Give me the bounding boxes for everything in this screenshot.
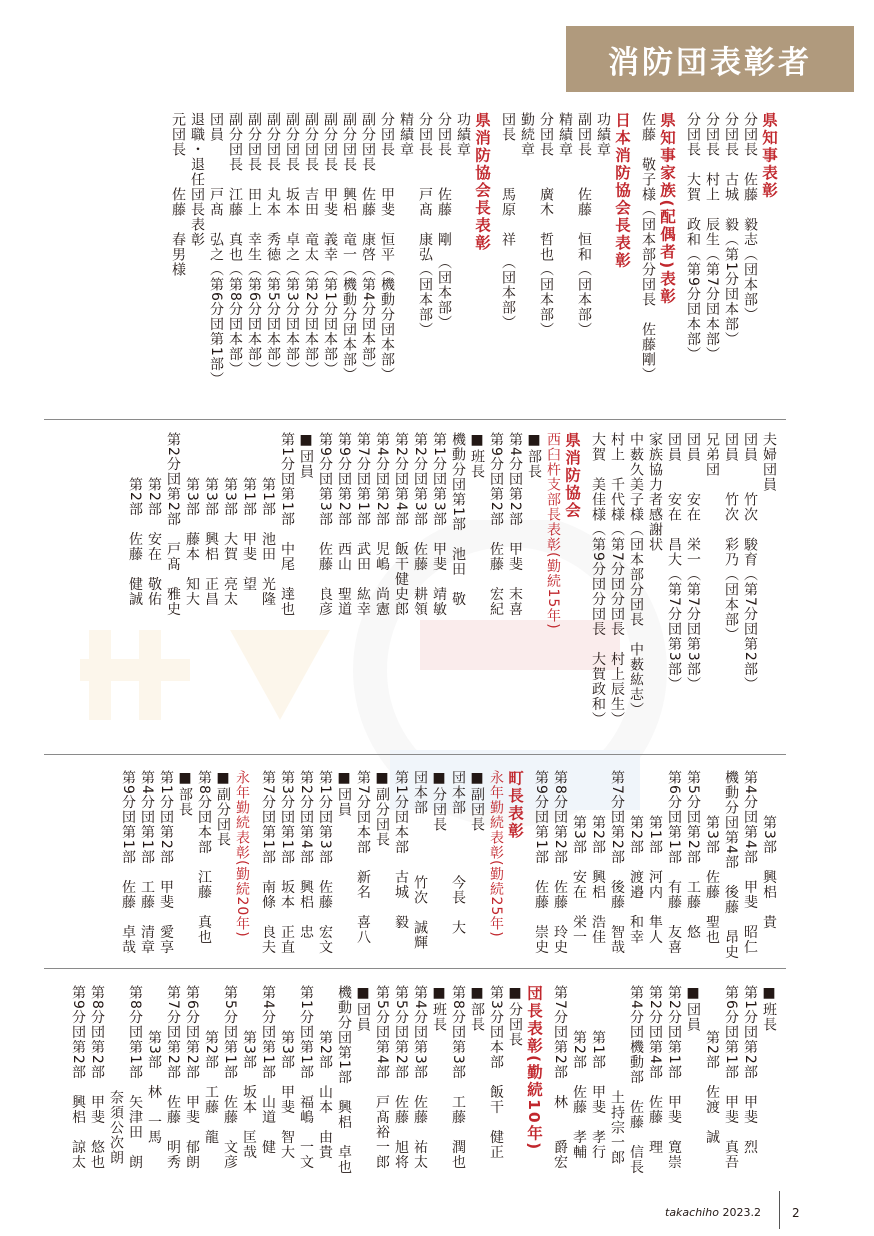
honoree-entry: 兄弟団	[704, 432, 720, 477]
honoree-entry: 功績章	[595, 112, 611, 157]
honoree-entry: 第1部 池田 光隆	[260, 432, 276, 607]
honoree-entry: 団員 竹次 駿育（第7分団第2部）	[742, 432, 758, 692]
honoree-entry: 副分団長 坂本 卓之（第3分団本部）	[284, 112, 300, 377]
honoree-entry: 第9分団第1部 佐藤 崇史	[533, 770, 549, 955]
honoree-entry: 第4分団第2部 児嶋 尚憲	[374, 432, 390, 617]
honoree-entry: 分団長 甲斐 恒平（機動分団本部）	[379, 112, 395, 382]
honoree-entry: 第8分団第1部 矢津田 朗	[127, 985, 143, 1170]
honoree-entry: 機動分団第4部 後藤 昂史	[723, 770, 739, 960]
rank-label: ■ 副分団長	[372, 770, 391, 847]
rank-label: ■ 副分団長	[213, 770, 232, 847]
honoree-entry: 第2分団第1部 甲斐 寛崇	[666, 985, 682, 1170]
honoree-entry: 第3部 甲斐 智大	[279, 985, 295, 1160]
honoree-entry: 第7分団本部 新名 喜八	[355, 770, 371, 945]
honoree-entry: 分団長 大賀 政和（第9分団本部）	[685, 112, 701, 362]
honoree-entry: 第7分団第1部 南條 良夫	[260, 770, 276, 955]
honoree-entry: 第1分団本部 古城 毅	[393, 770, 409, 930]
honoree-entry: 第2部 興梠 浩佳	[590, 770, 606, 945]
honoree-entry: 第8分団第3部 工藤 潤也	[450, 985, 466, 1170]
honoree-entry: 第5分団第4部 戸髙裕一郎	[374, 985, 390, 1170]
honoree-entry: 夫婦団員	[761, 432, 777, 492]
honoree-entry: 副分団長 吉田 竜太（第2分団本部）	[303, 112, 319, 377]
rank-label: ■ 班長	[759, 985, 778, 1032]
award-heading: 町長表彰	[506, 770, 524, 840]
honoree-entry: 第4分団第1部 工藤 清章	[139, 770, 155, 955]
honoree-entry: 第1分団第3部 甲斐 靖敏	[431, 432, 447, 617]
section-commendations-3	[118, 770, 778, 960]
honoree-entry: 団本部 竹次 誠輝	[412, 770, 428, 950]
column-gap	[491, 112, 498, 113]
honoree-entry: 分団長 佐藤 毅志（団本部）	[742, 112, 758, 322]
honoree-entry: 第9分団第2部 西山 聖道	[336, 432, 352, 617]
rank-label: ■ 団員	[683, 985, 702, 1032]
honoree-entry: 土持宗一郎	[609, 985, 625, 1165]
honoree-entry: 第3部 大賀 亮太	[222, 432, 238, 607]
honoree-entry: 副団長 佐藤 恒和（団本部）	[576, 112, 592, 337]
column-gap	[524, 770, 531, 771]
award-heading: 県消防協会	[563, 432, 581, 520]
rank-label: ■ 副団長	[467, 770, 486, 832]
page-title: 消防団表彰者	[566, 26, 854, 92]
honoree-entry: 第3部 佐藤 聖也	[704, 770, 720, 945]
honoree-entry: 第7分団第2部 後藤 智哉	[609, 770, 625, 955]
honoree-entry: 第2部 佐藤 健誠	[127, 432, 143, 607]
honoree-entry: 第9分団第3部 佐藤 良彦	[317, 432, 333, 617]
honoree-entry: 家族協力者感謝状	[647, 432, 663, 552]
honoree-entry: 第9分団第2部 興梠 諒太	[70, 985, 86, 1170]
section-divider	[44, 419, 786, 420]
honoree-entry: 第2部 佐渡 誠	[704, 985, 720, 1145]
award-subheading: 永年勤続表彰(勤続20年)	[234, 770, 250, 938]
honoree-entry: 第1分団第2部 甲斐 烈	[742, 985, 758, 1155]
award-heading: 日本消防協会長表彰	[613, 112, 631, 270]
rank-label: ■ 団員	[353, 985, 372, 1032]
honoree-entry: 第1部 河内 隼人	[647, 770, 663, 945]
honoree-entry: 第2分団第3部 佐藤 耕領	[412, 432, 428, 617]
section-commendations-1	[168, 112, 778, 404]
rank-label: ■ 班長	[467, 432, 486, 479]
honoree-entry: 副分団長 丸本 秀徳（第5分団本部）	[265, 112, 281, 377]
honoree-entry: 第5分団第1部 佐藤 文彦	[222, 985, 238, 1170]
honoree-entry: 大賀 美佳様（第9分団分団長 大賀政和）	[590, 432, 606, 727]
footer-brand-date	[665, 1206, 761, 1219]
section-commendations-4	[68, 985, 778, 1175]
honoree-entry: 奈須公次朗	[108, 985, 124, 1165]
honoree-entry: 第5分団第2部 工藤 悠	[685, 770, 701, 940]
honoree-entry: 第5分団第2部 佐藤 旭将	[393, 985, 409, 1170]
honoree-entry: 第9分団第2部 佐藤 宏紀	[488, 432, 504, 617]
honoree-entry: 第7分団第2部 林 爵宏	[552, 985, 568, 1170]
section-commendations-2	[125, 432, 778, 744]
honoree-entry: 第1分団第2部 甲斐 愛享	[158, 770, 174, 955]
award-subheading: 永年勤続表彰(勤続25年)	[488, 770, 504, 938]
honoree-entry: 副分団長 江藤 真也（第8分団本部）	[227, 112, 243, 377]
honoree-entry: 第2分団第4部 飯干健史郎	[393, 432, 409, 617]
honoree-entry: 第1分団第3部 佐藤 宏文	[317, 770, 333, 955]
honoree-entry: 機動分団第1部 興梠 卓也	[336, 985, 352, 1175]
page-number: 2	[792, 1206, 800, 1220]
honoree-entry: 団員 安在 昌大（第7分団第3部）	[666, 432, 682, 692]
honoree-entry: 第6分団第1部 甲斐 真吾	[723, 985, 739, 1170]
honoree-entry: 分団長 佐藤 剛 （団本部）	[436, 112, 452, 330]
honoree-entry: 第2部 安在 敬佑	[146, 432, 162, 607]
rank-label: ■ 分団長	[505, 985, 524, 1047]
rank-label: ■ 団員	[296, 432, 315, 479]
honoree-entry: 第3部 林 一馬	[146, 985, 162, 1145]
honoree-entry: 副分団長 興梠 竜一（機動分団本部）	[341, 112, 357, 382]
honoree-entry: 第1部 甲斐 望	[241, 432, 257, 592]
honoree-entry: 第1分団第1部 福嶋 一文	[298, 985, 314, 1170]
honoree-entry: 第3部 興梠 貴	[761, 770, 777, 930]
award-subheading: 西臼杵支部長表彰(勤続15年)	[545, 432, 561, 630]
honoree-entry: 第6分団第2部 甲斐 郁朗	[184, 985, 200, 1170]
honoree-entry: 村上 千代様（第7分団分団長 村上辰生）	[609, 432, 625, 727]
honoree-entry: 第1分団第1部 中尾 達也	[279, 432, 295, 617]
honoree-entry: 分団長 戸髙 康弘（団本部）	[417, 112, 433, 337]
rank-label: ■ 部長	[175, 770, 194, 817]
honoree-entry: 副分団長 甲斐 義幸（第1分団本部）	[322, 112, 338, 377]
honoree-entry: 中薮久美子様（団本部分団長 中薮紘志）	[628, 432, 644, 717]
honoree-entry: 第7分団第2部 佐藤 明秀	[165, 985, 181, 1170]
honoree-entry: 第3部 坂本 匡哉	[241, 985, 257, 1160]
column-gap	[251, 770, 258, 771]
award-heading: 県知事表彰	[760, 112, 778, 200]
honoree-entry: 第4分団第4部 甲斐 昭仁	[742, 770, 758, 955]
honoree-entry: 第8分団第2部 佐藤 玲史	[552, 770, 568, 955]
honoree-entry: 第2分団第4部 佐藤 理	[647, 985, 663, 1155]
honoree-entry: 第2部 山本 由貴	[317, 985, 333, 1160]
column-gap	[631, 112, 638, 113]
honoree-entry: 第8分団第2部 甲斐 悠也	[89, 985, 105, 1170]
honoree-entry: 第4分団第1部 山道 健	[260, 985, 276, 1155]
column-gap	[676, 112, 683, 113]
honoree-entry: 副分団長 佐藤 康啓（第4分団本部）	[360, 112, 376, 377]
rank-label: ■ 分団長	[429, 770, 448, 832]
rank-label: ■ 部長	[524, 432, 543, 479]
honoree-entry: 第7分団第1部 武田 紘幸	[355, 432, 371, 617]
honoree-entry: 第1部 甲斐 孝行	[590, 985, 606, 1160]
award-heading: 県知事家族(配偶者)表彰	[658, 112, 676, 306]
honoree-entry: 分団長 古城 毅（第1分団本部）	[723, 112, 739, 347]
honoree-entry: 第4分団機動部 佐藤 信長	[628, 985, 644, 1175]
award-heading: 県消防協会長表彰	[473, 112, 491, 252]
honoree-entry: 第4分団第2部 甲斐 末喜	[507, 432, 523, 617]
honoree-entry: 第2部 渡邉 和幸	[628, 770, 644, 945]
column-gap	[581, 432, 588, 433]
award-heading: 団長表彰(勤続10年)	[525, 985, 543, 1152]
rank-label: ■ 班長	[429, 985, 448, 1032]
rank-label: ■ 部長	[467, 985, 486, 1032]
honoree-entry: 第3部 興梠 正昌	[203, 432, 219, 607]
honoree-entry: 第2分団第2部 戸髙 雅史	[165, 432, 181, 617]
honoree-entry: 精績章	[557, 112, 573, 157]
honoree-entry: 精績章	[398, 112, 414, 157]
honoree-entry: 佐藤 敬子様（団本部分団長 佐藤剛）	[640, 112, 656, 382]
honoree-entry: 分団長 廣木 哲也（団本部）	[538, 112, 554, 337]
honoree-entry: 団員 安在 栄一（第7分団第3部）	[685, 432, 701, 692]
honoree-entry: 元団長 佐藤 春男様	[170, 112, 186, 277]
honoree-entry: 団本部 今長 大	[450, 770, 466, 935]
section-divider	[44, 754, 786, 755]
honoree-entry: 第3分団第1部 坂本 正直	[279, 770, 295, 955]
honoree-entry: 第8分団本部 江藤 真也	[196, 770, 212, 945]
honoree-entry: 副分団長 田上 幸生（第6分団本部）	[246, 112, 262, 377]
honoree-entry: 第2分団第4部 興梠 忠	[298, 770, 314, 940]
column-gap	[543, 985, 550, 986]
footer-brand: takachiho	[665, 1206, 719, 1219]
honoree-entry: 第2部 佐藤 孝輔	[571, 985, 587, 1160]
honoree-entry: 団員 戸髙 弘之（第6分団第1部）	[208, 112, 224, 387]
section-divider	[44, 968, 786, 969]
honoree-entry: 第2部 工藤 龍	[203, 985, 219, 1145]
honoree-entry: 団員 竹次 彩乃（団本部）	[723, 432, 739, 642]
rank-label: ■ 団員	[334, 770, 353, 817]
honoree-entry: 第3分団本部 飯干 健正	[488, 985, 504, 1160]
honoree-entry: 功績章	[455, 112, 471, 157]
honoree-entry: 第4分団第3部 佐藤 祐太	[412, 985, 428, 1170]
footer-divider	[779, 1191, 780, 1229]
honoree-entry: 第6分団第1部 有藤 友喜	[666, 770, 682, 955]
honoree-entry: 第9分団第1部 佐藤 卓哉	[120, 770, 136, 955]
honoree-entry: 退職・退任団長表彰	[189, 112, 205, 247]
honoree-entry: 第3部 藤本 知大	[184, 432, 200, 607]
honoree-entry: 機動分団第1部 池田 敬	[450, 432, 466, 607]
honoree-entry: 分団長 村上 辰生（第7分団本部）	[704, 112, 720, 362]
footer-date: 2023.2	[722, 1206, 761, 1219]
honoree-entry: 勤続章	[519, 112, 535, 157]
honoree-entry: 団長 馬原 祥 （団本部）	[500, 112, 516, 330]
honoree-entry: 第3部 安在 栄一	[571, 770, 587, 945]
